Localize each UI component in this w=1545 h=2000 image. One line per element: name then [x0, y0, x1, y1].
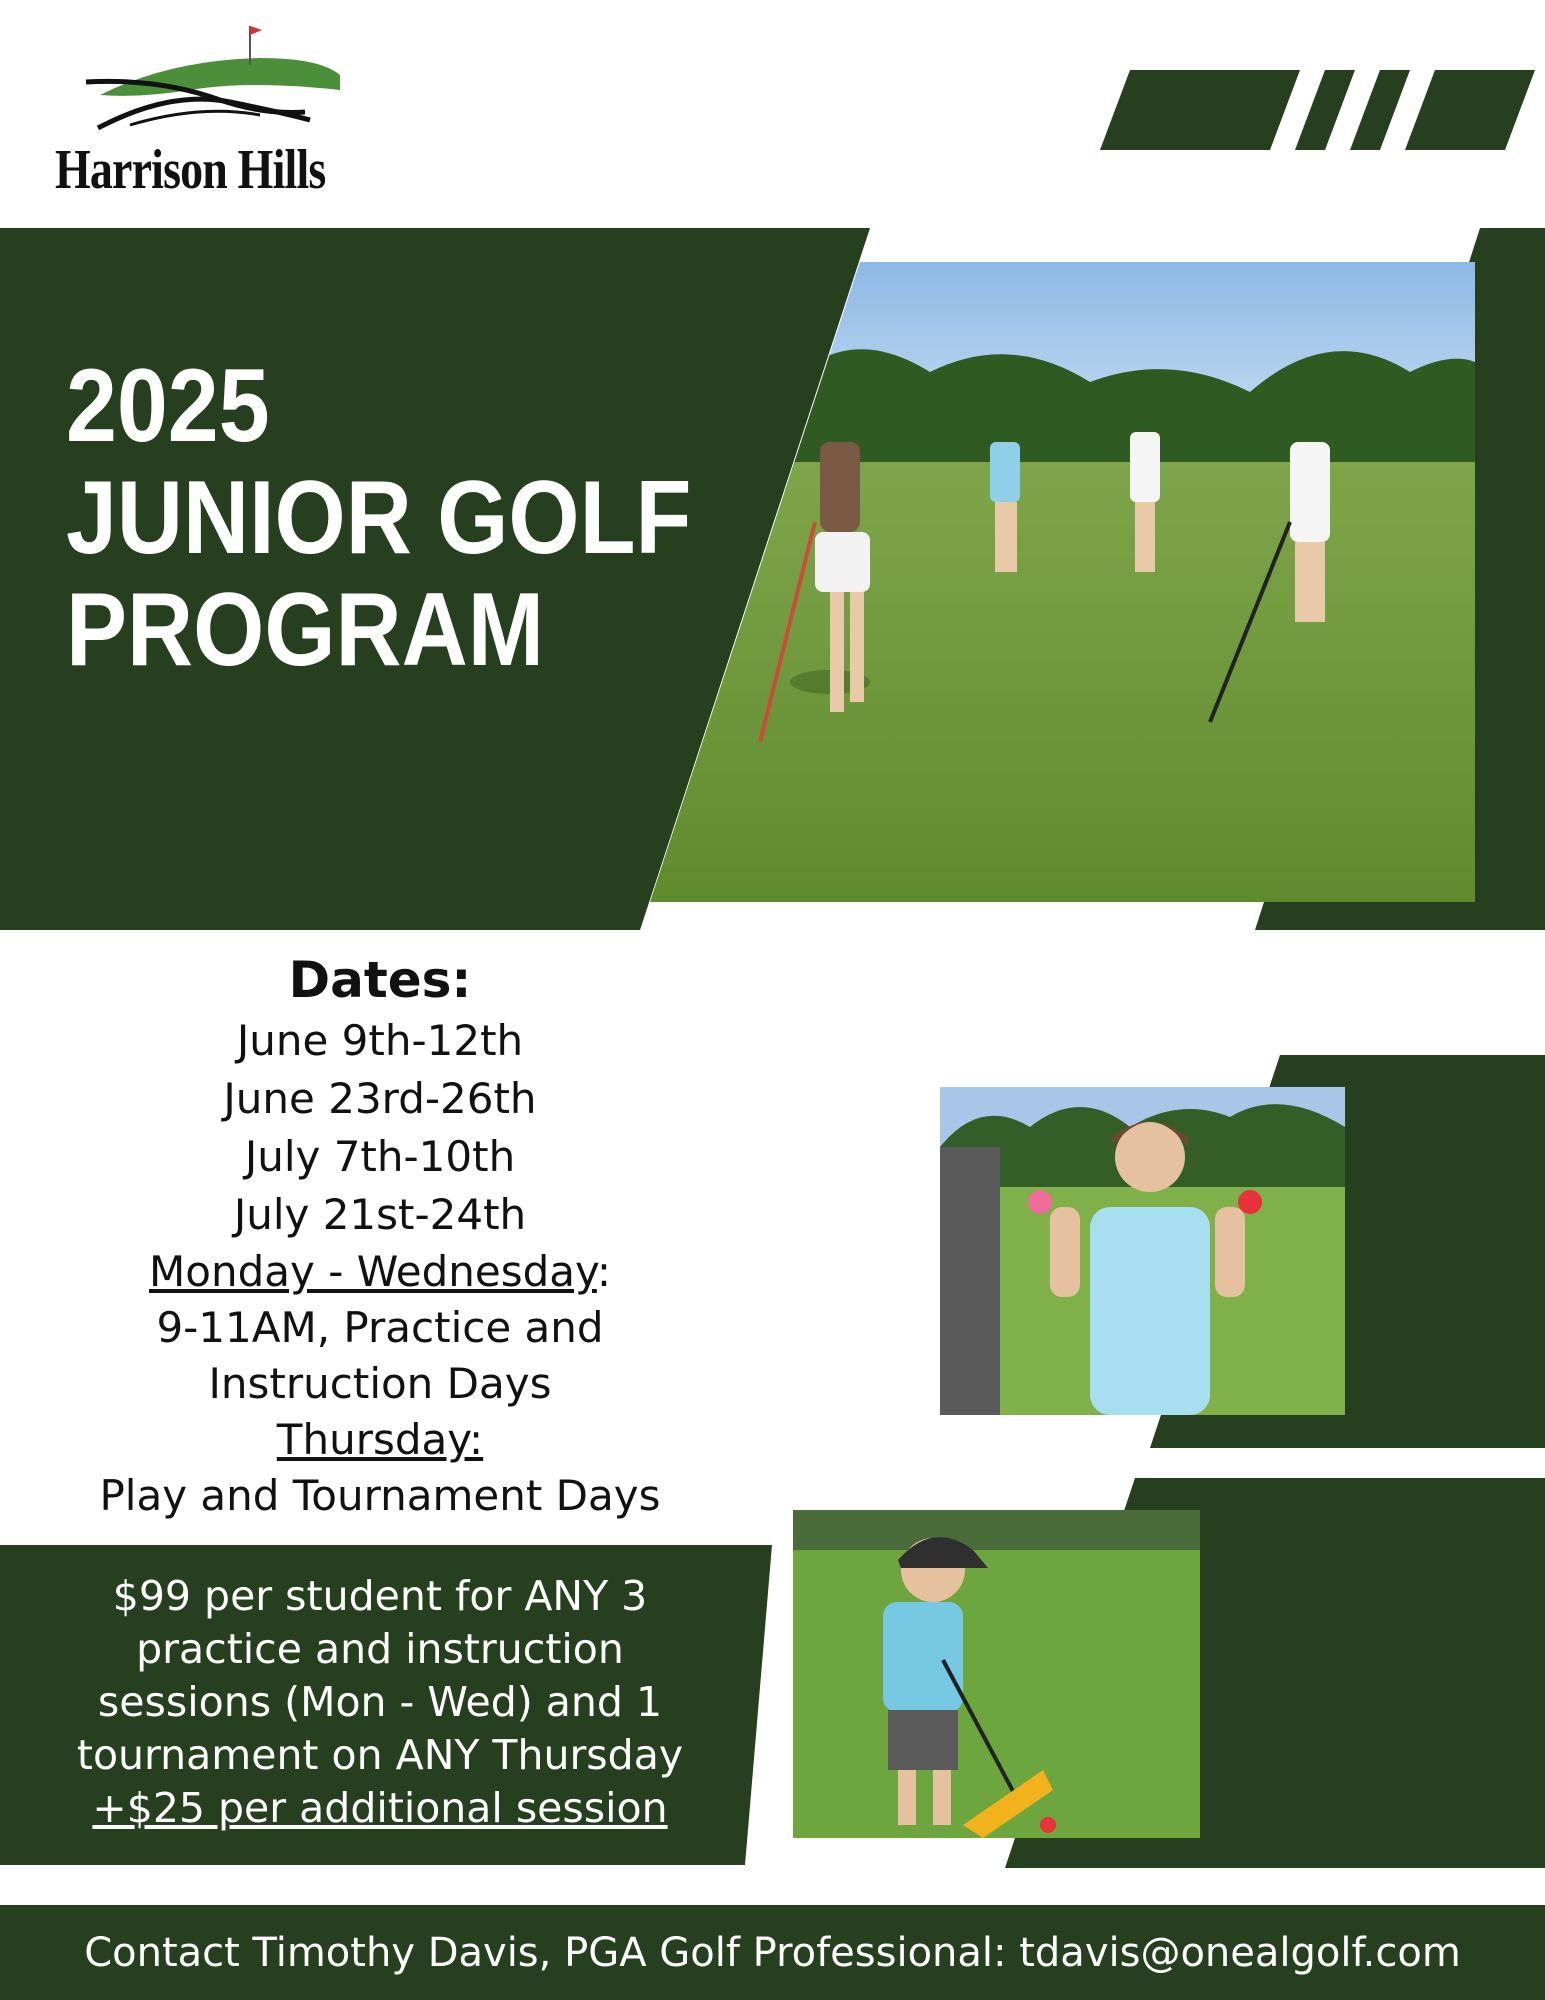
thursday-label: Thursday: — [276, 1415, 484, 1464]
pricing-line: sessions (Mon - Wed) and 1 — [97, 1678, 663, 1726]
title-year: 2025 — [66, 348, 270, 464]
date-item: July 21st-24th — [233, 1190, 527, 1239]
weekday-label: Monday - Wednesday — [149, 1247, 597, 1296]
pricing-line: practice and instruction — [136, 1625, 624, 1673]
weekday-colon: : — [596, 1247, 611, 1296]
title-line-2: JUNIOR GOLF — [66, 460, 692, 576]
date-item: June 9th-12th — [236, 1016, 524, 1065]
thursday-desc: Play and Tournament Days — [99, 1471, 661, 1520]
pricing-text — [30, 1570, 730, 1835]
weekday-desc: 9-11AM, Practice and — [156, 1303, 604, 1352]
photo-girl-with-golf-balls — [940, 1087, 1345, 1415]
logo-wordmark: Harrison Hills — [55, 139, 326, 201]
contact-info: Contact Timothy Davis, PGA Golf Professional: tdavis@onealgolf.com — [84, 1930, 1461, 1976]
photo-boy-putting — [793, 1510, 1200, 1838]
title-line-3: PROGRAM — [66, 572, 544, 688]
weekday-desc: Instruction Days — [208, 1359, 552, 1408]
decorative-stripes — [1100, 70, 1540, 150]
date-item: June 23rd-26th — [223, 1074, 537, 1123]
weekday-schedule-heading — [30, 1244, 730, 1300]
dates-section — [30, 948, 730, 1524]
date-item: July 7th-10th — [244, 1132, 516, 1181]
pricing-line: tournament on ANY Thursday — [76, 1731, 684, 1779]
additional-session-price: +$25 per additional session — [92, 1784, 668, 1832]
pricing-line: $99 per student for ANY 3 — [112, 1572, 648, 1620]
dates-heading: Dates: — [288, 951, 472, 1009]
program-title — [66, 350, 691, 686]
